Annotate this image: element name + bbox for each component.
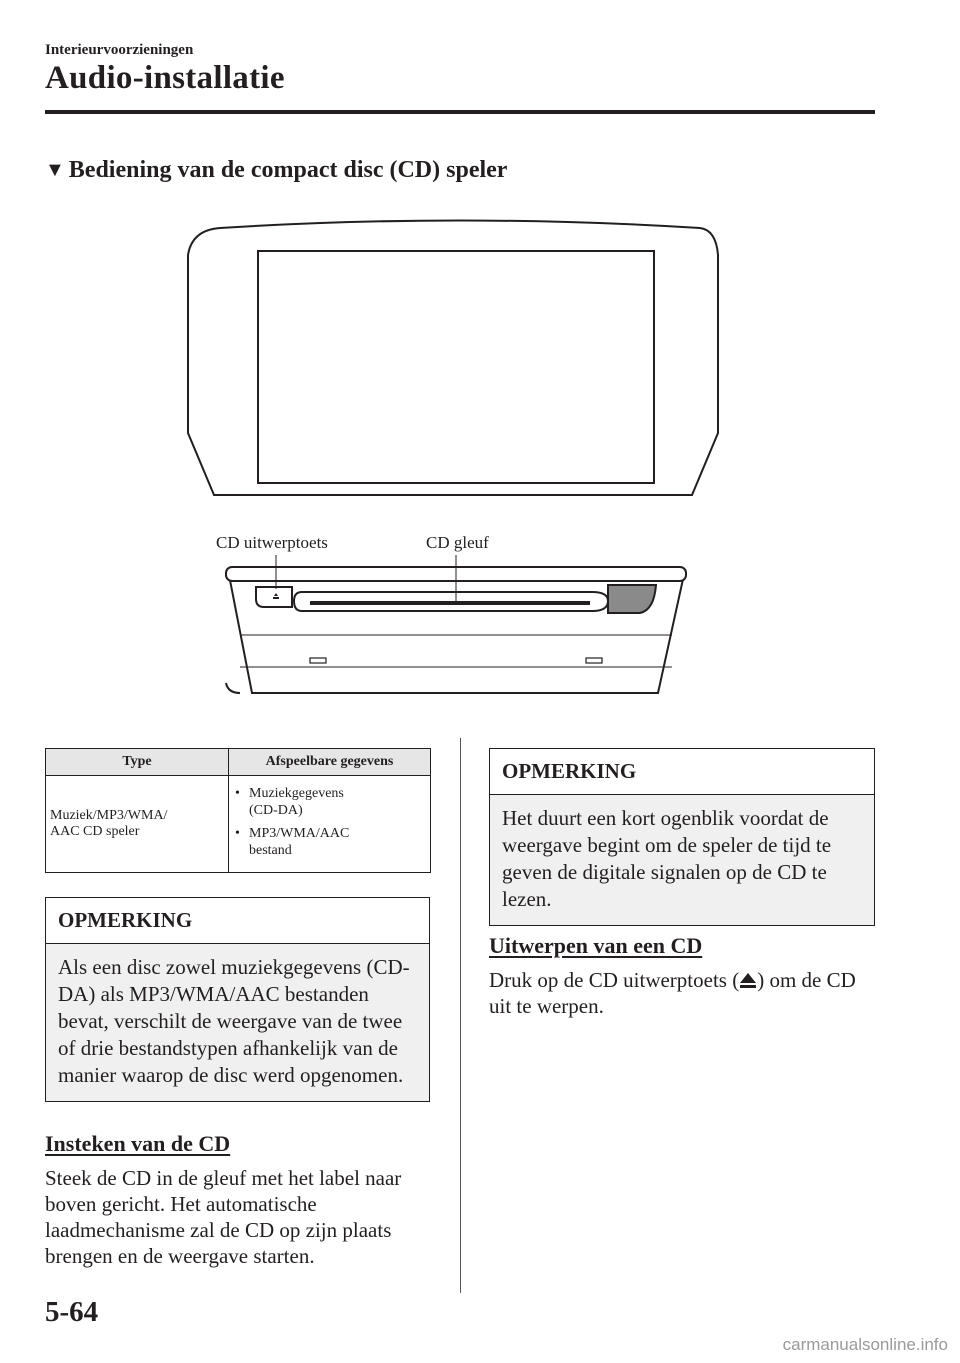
eject-icon	[739, 971, 757, 989]
note-body: Het duurt een kort ogenblik voordat de weergave begint om de speler de tijd te geven de digitale signalen op de CD te lezen.	[490, 795, 874, 925]
column-divider	[460, 738, 461, 1293]
playable-data-table	[45, 748, 431, 873]
note-heading: OPMERKING	[490, 749, 874, 795]
callout-eject-button: CD uitwerptoets	[216, 533, 328, 552]
table-cell-type: Muziek/MP3/WMA/ AAC CD speler	[46, 776, 229, 873]
table-cell-playable	[229, 776, 431, 873]
eject-text-before: Druk op de CD uitwerptoets (	[489, 968, 740, 992]
display-bezel	[188, 221, 718, 496]
header-divider	[45, 110, 875, 114]
table-header-playable: Afspeelbare gegevens	[229, 749, 431, 776]
table-row	[46, 776, 431, 873]
note-box-right	[489, 748, 875, 926]
eject-text-after: ) om de CD uit te werpen.	[489, 968, 856, 1018]
insert-heading: Insteken van de CD	[45, 1131, 231, 1156]
callout-cd-slot: CD gleuf	[426, 533, 489, 552]
note-heading: OPMERKING	[46, 898, 429, 944]
list-item: • MP3/WMA/AAC bestand	[233, 825, 426, 859]
note-box-left	[45, 897, 430, 1102]
page-number: 5-64	[45, 1296, 99, 1328]
subsection-title: Bediening van de compact disc (CD) speler	[68, 157, 508, 183]
list-item: • Muziekgegevens (CD-DA)	[233, 785, 426, 819]
cd-unit-grey-block	[608, 585, 656, 613]
eject-paragraph	[489, 967, 869, 1019]
table-header-type: Type	[46, 749, 229, 776]
cd-player-illustration	[180, 215, 740, 705]
chapter-label: Interieurvoorzieningen	[45, 42, 194, 58]
display-screen	[258, 251, 654, 483]
triangle-down-icon: ▼	[45, 159, 65, 181]
subsection-heading	[45, 157, 507, 184]
note-body: Als een disc zowel muziekgegevens (CD-DA) als MP3/WMA/AAC bestanden bevat, verschilt de weergave van de twee of drie bestandstypen afhankelijk van de manier waarop de disc werd opgenomen.	[46, 944, 429, 1101]
insert-paragraph: Steek de CD in de gleuf met het label naar boven gericht. Het automatische laadmechanisme zal de CD op zijn plaats brengen en de weergave starten.	[45, 1166, 402, 1268]
watermark: carmanualsonline.info	[782, 1335, 948, 1354]
eject-heading: Uitwerpen van een CD	[489, 933, 703, 958]
section-title: Audio-installatie	[45, 60, 285, 96]
